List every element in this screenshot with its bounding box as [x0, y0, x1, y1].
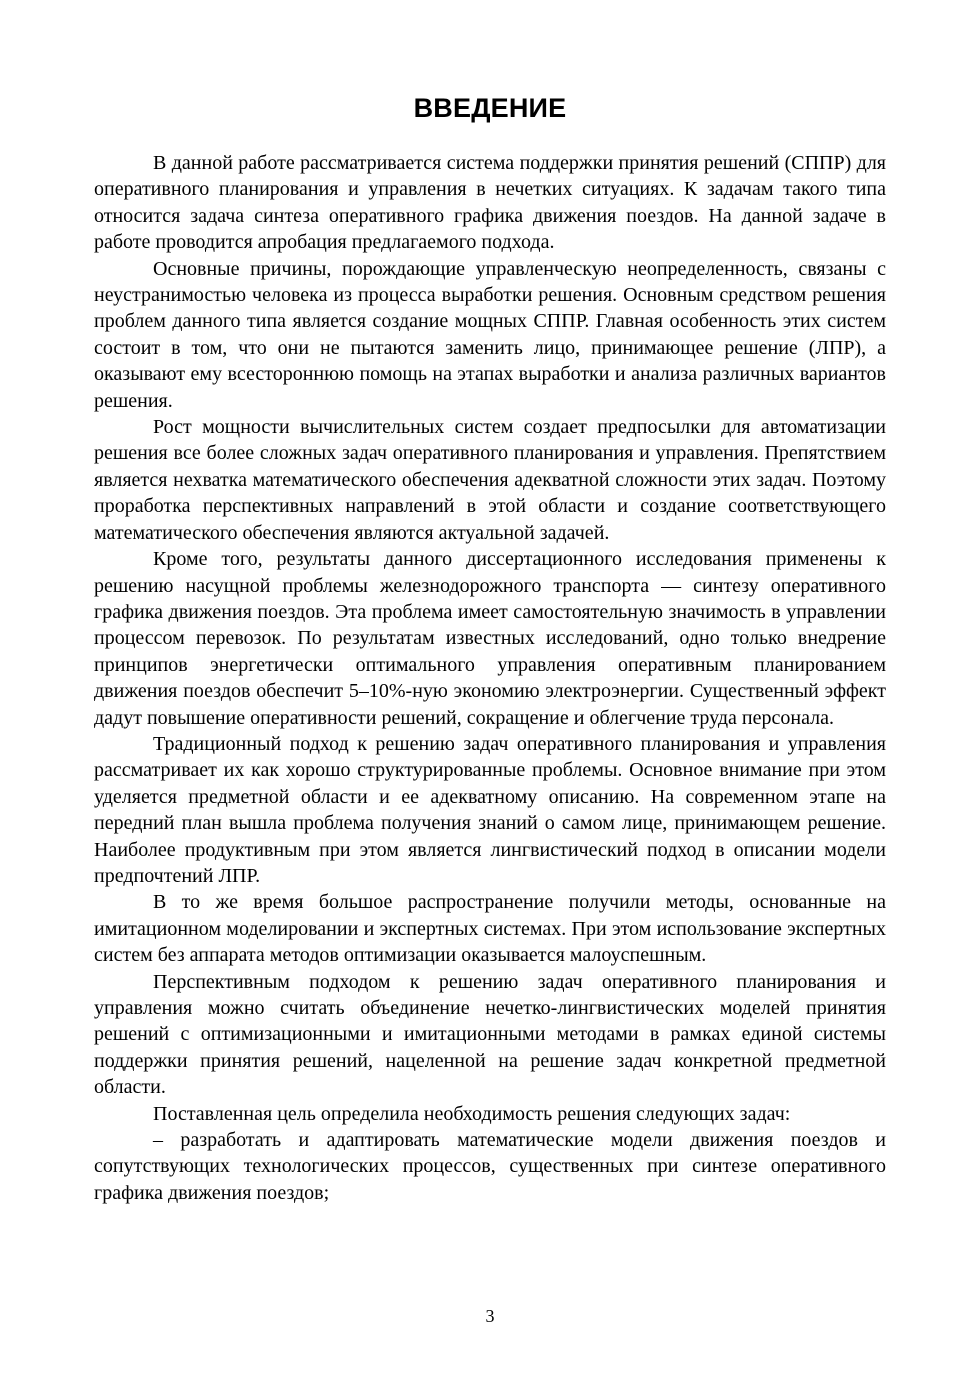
paragraph: В данной работе рассматривается система поддержки принятия решений (СППР) для оперативного планирования и управления в нечетких ситуациях. К задачам такого типа относится задача синтеза оперативного графика движения поездов. На данной задаче в работе проводится апробация предлагаемого подхода.	[94, 152, 886, 254]
paragraph: Традиционный подход к решению задач оперативного планирования и управления рассматривает их как хорошо структурированные проблемы. Основное внимание при этом уделяется предметной области и ее адекватному описанию. На современном этапе на передний план вышла проблема получения знаний о самом лице, принимающем решение. Наиболее продуктивным при этом является лингвистический подход в описании модели предпочтений ЛПР.	[94, 732, 886, 887]
paragraph: Кроме того, результаты данного диссертационного исследования применены к решению насущной проблемы железнодорожного транспорта — синтезу оперативного графика движения поездов. Эта проблема имеет самостоятельную значимость в управлении процессом перевозок. По результатам известных исследований, одно только внедрение принципов энергетически оптимального управления оперативным планированием движения поездов обеспечит 5–10%-ную экономию электроэнергии. Существенный эффект дадут повышение оперативности решений, сокращение и облегчение труда персонала.	[94, 548, 886, 729]
paragraph: В то же время большое распространение получили методы, основанные на имитационном моделировании и экспертных системах. При этом использование экспертных систем без аппарата методов оптимизации оказывается малоуспешным.	[94, 891, 886, 967]
document-page	[94, 88, 886, 1206]
paragraph: Поставленная цель определила необходимость решения следующих задач:	[153, 1102, 791, 1125]
page-number: 3	[485, 1306, 495, 1326]
paragraph: Перспективным подходом к решению задач оперативного планирования и управления можно считать объединение нечетко-лингвистических моделей принятия решений с оптимизационными и имитационными методами в рамках единой системы поддержки принятия решений, нацеленной на решение задач конкретной предметной области.	[94, 970, 886, 1099]
paragraph: Рост мощности вычислительных систем создает предпосылки для автоматизации решения все более сложных задач оперативного планирования и управления. Препятствием является нехватка математического обеспечения адекватной сложности этих задач. Поэтому проработка перспективных направлений в этой области и создание соответствующего математического обеспечения являются актуальной задачей.	[94, 416, 886, 544]
list-item: – разработать и адаптировать математические модели движения поездов и сопутствующих технологических процессов, существенных при синтезе оперативного графика движения поездов;	[94, 1129, 886, 1204]
paragraph: Основные причины, порождающие управленческую неопределенность, связаны с неустранимостью человека из процесса выработки решения. Основным средством решения проблем данного типа является создание мощных СППР. Главная особенность этих систем состоит в том, что они не пытаются заменить лицо, принимающее решение (ЛПР), а оказывают ему всестороннюю помощь на этапах выработки и анализа различных вариантов решения.	[94, 257, 886, 412]
page-title: ВВЕДЕНИЕ	[413, 93, 567, 123]
